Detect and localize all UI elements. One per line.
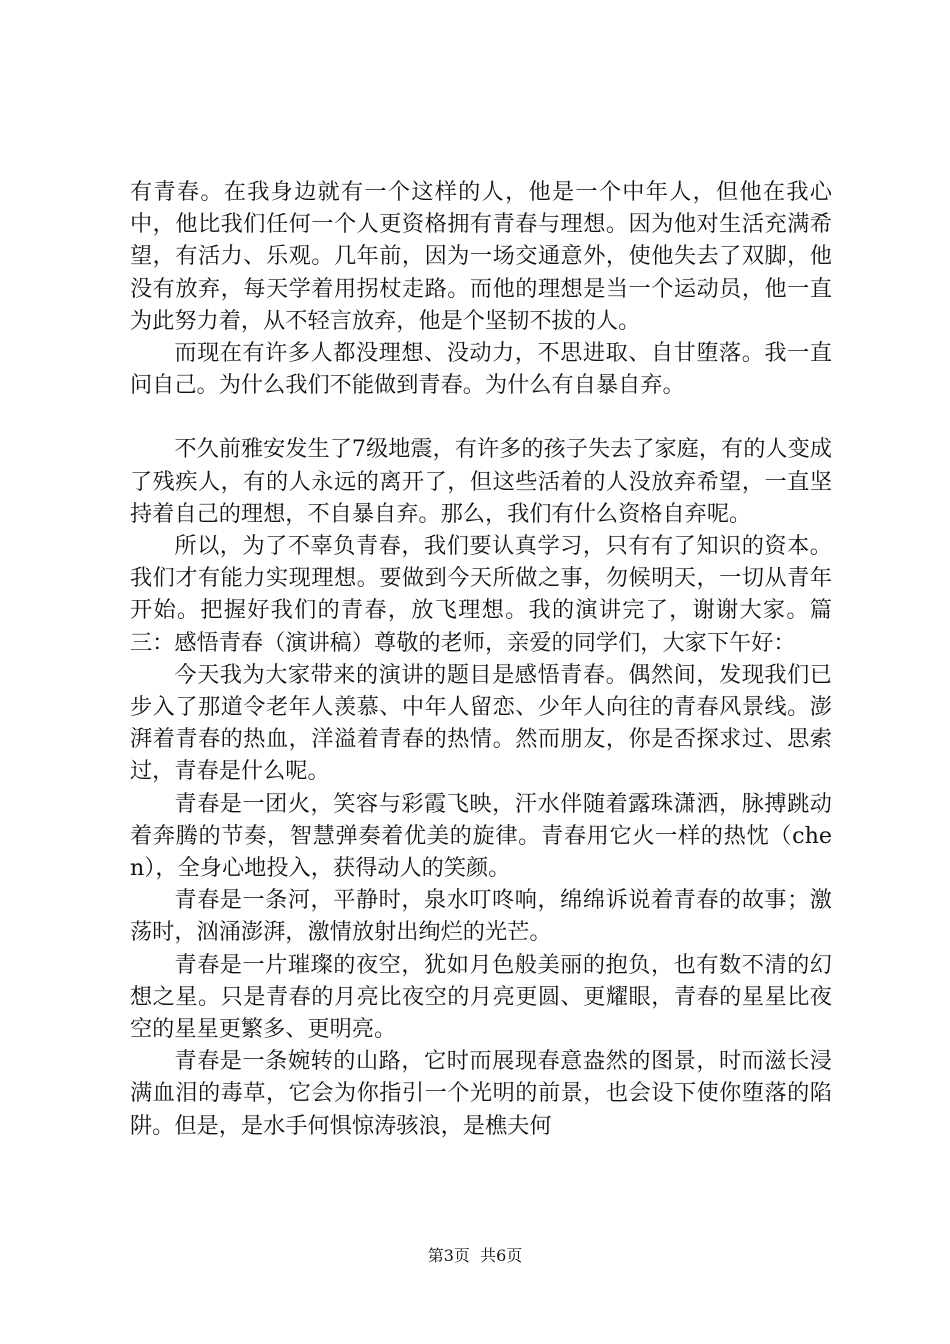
paragraph-8: 青春是一片璀璨的夜空，犹如月色般美丽的抱负，也有数不清的幻想之星。只是青春的月亮比夜空的月亮更圆、更耀眼，青春的星星比夜空的星星更繁多、更明亮。 [130,951,832,1043]
paragraph-1: 有青春。在我身边就有一个这样的人，他是一个中年人，但他在我心中，他比我们任何一个人更资格拥有青春与理想。因为他对生活充满希望，有活力、乐观。几年前，因为一场交通意外，使他失去了双脚，他没有放弃，每天学着用拐杖走路。而他的理想是当一个运动员，他一直为此努力着，从不轻言放弃，他是个坚韧不拔的人。 [130,179,832,334]
paragraph-2: 而现在有许多人都没理想、没动力，不思进取、自甘堕落。我一直问自己。为什么我们不能做到青春。为什么有自暴自弃。 [130,340,832,399]
paragraph-9: 青春是一条婉转的山路，它时而展现春意盎然的图景，时而滋长浸满血泪的毒草，它会为你指引一个光明的前景，也会设下使你堕落的陷阱。但是，是水手何惧惊涛骇浪，是樵夫何 [130,1048,832,1139]
paragraph-6: 青春是一团火，笑容与彩霞飞映，汗水伴随着露珠潇洒，脉搏跳动着奔腾的节奏，智慧弹奏着优美的旋律。青春用它火一样的热忱（chen），全身心地投入，获得动人的笑颜。 [130,790,832,882]
page-footer [0,1246,950,1266]
body-text [130,176,832,1142]
paragraph-4: 所以，为了不辜负青春，我们要认真学习，只有有了知识的资本。我们才有能力实现理想。要做到今天所做之事，勿候明天，一切从青年开始。把握好我们的青春，放飞理想。我的演讲完了，谢谢大家。篇三：感悟青春（演讲稿）尊敬的老师，亲爱的同学们，大家下午好： [130,533,832,656]
paragraph-5: 今天我为大家带来的演讲的题目是感悟青春。偶然间，发现我们已步入了那道令老年人羡慕、中年人留恋、少年人向往的青春风景线。澎湃着青春的热血，洋溢着青春的热情。然而朋友，你是否探求过、思索过，青春是什么呢。 [130,661,832,785]
paragraph-7: 青春是一条河，平静时，泉水叮咚响，绵绵诉说着青春的故事；激荡时，汹涌澎湃，激情放射出绚烂的光芒。 [130,887,832,946]
paragraph-3: 不久前雅安发生了7级地震，有许多的孩子失去了家庭，有的人变成了残疾人，有的人永远的离开了，但这些活着的人没放弃希望，一直坚持着自己的理想，不自暴自弃。那么，我们有什么资格自弃呢。 [130,436,832,527]
page-number: 第3页 [427,1246,470,1265]
footer-separator [470,1246,480,1265]
page-total: 共6页 [480,1246,523,1265]
